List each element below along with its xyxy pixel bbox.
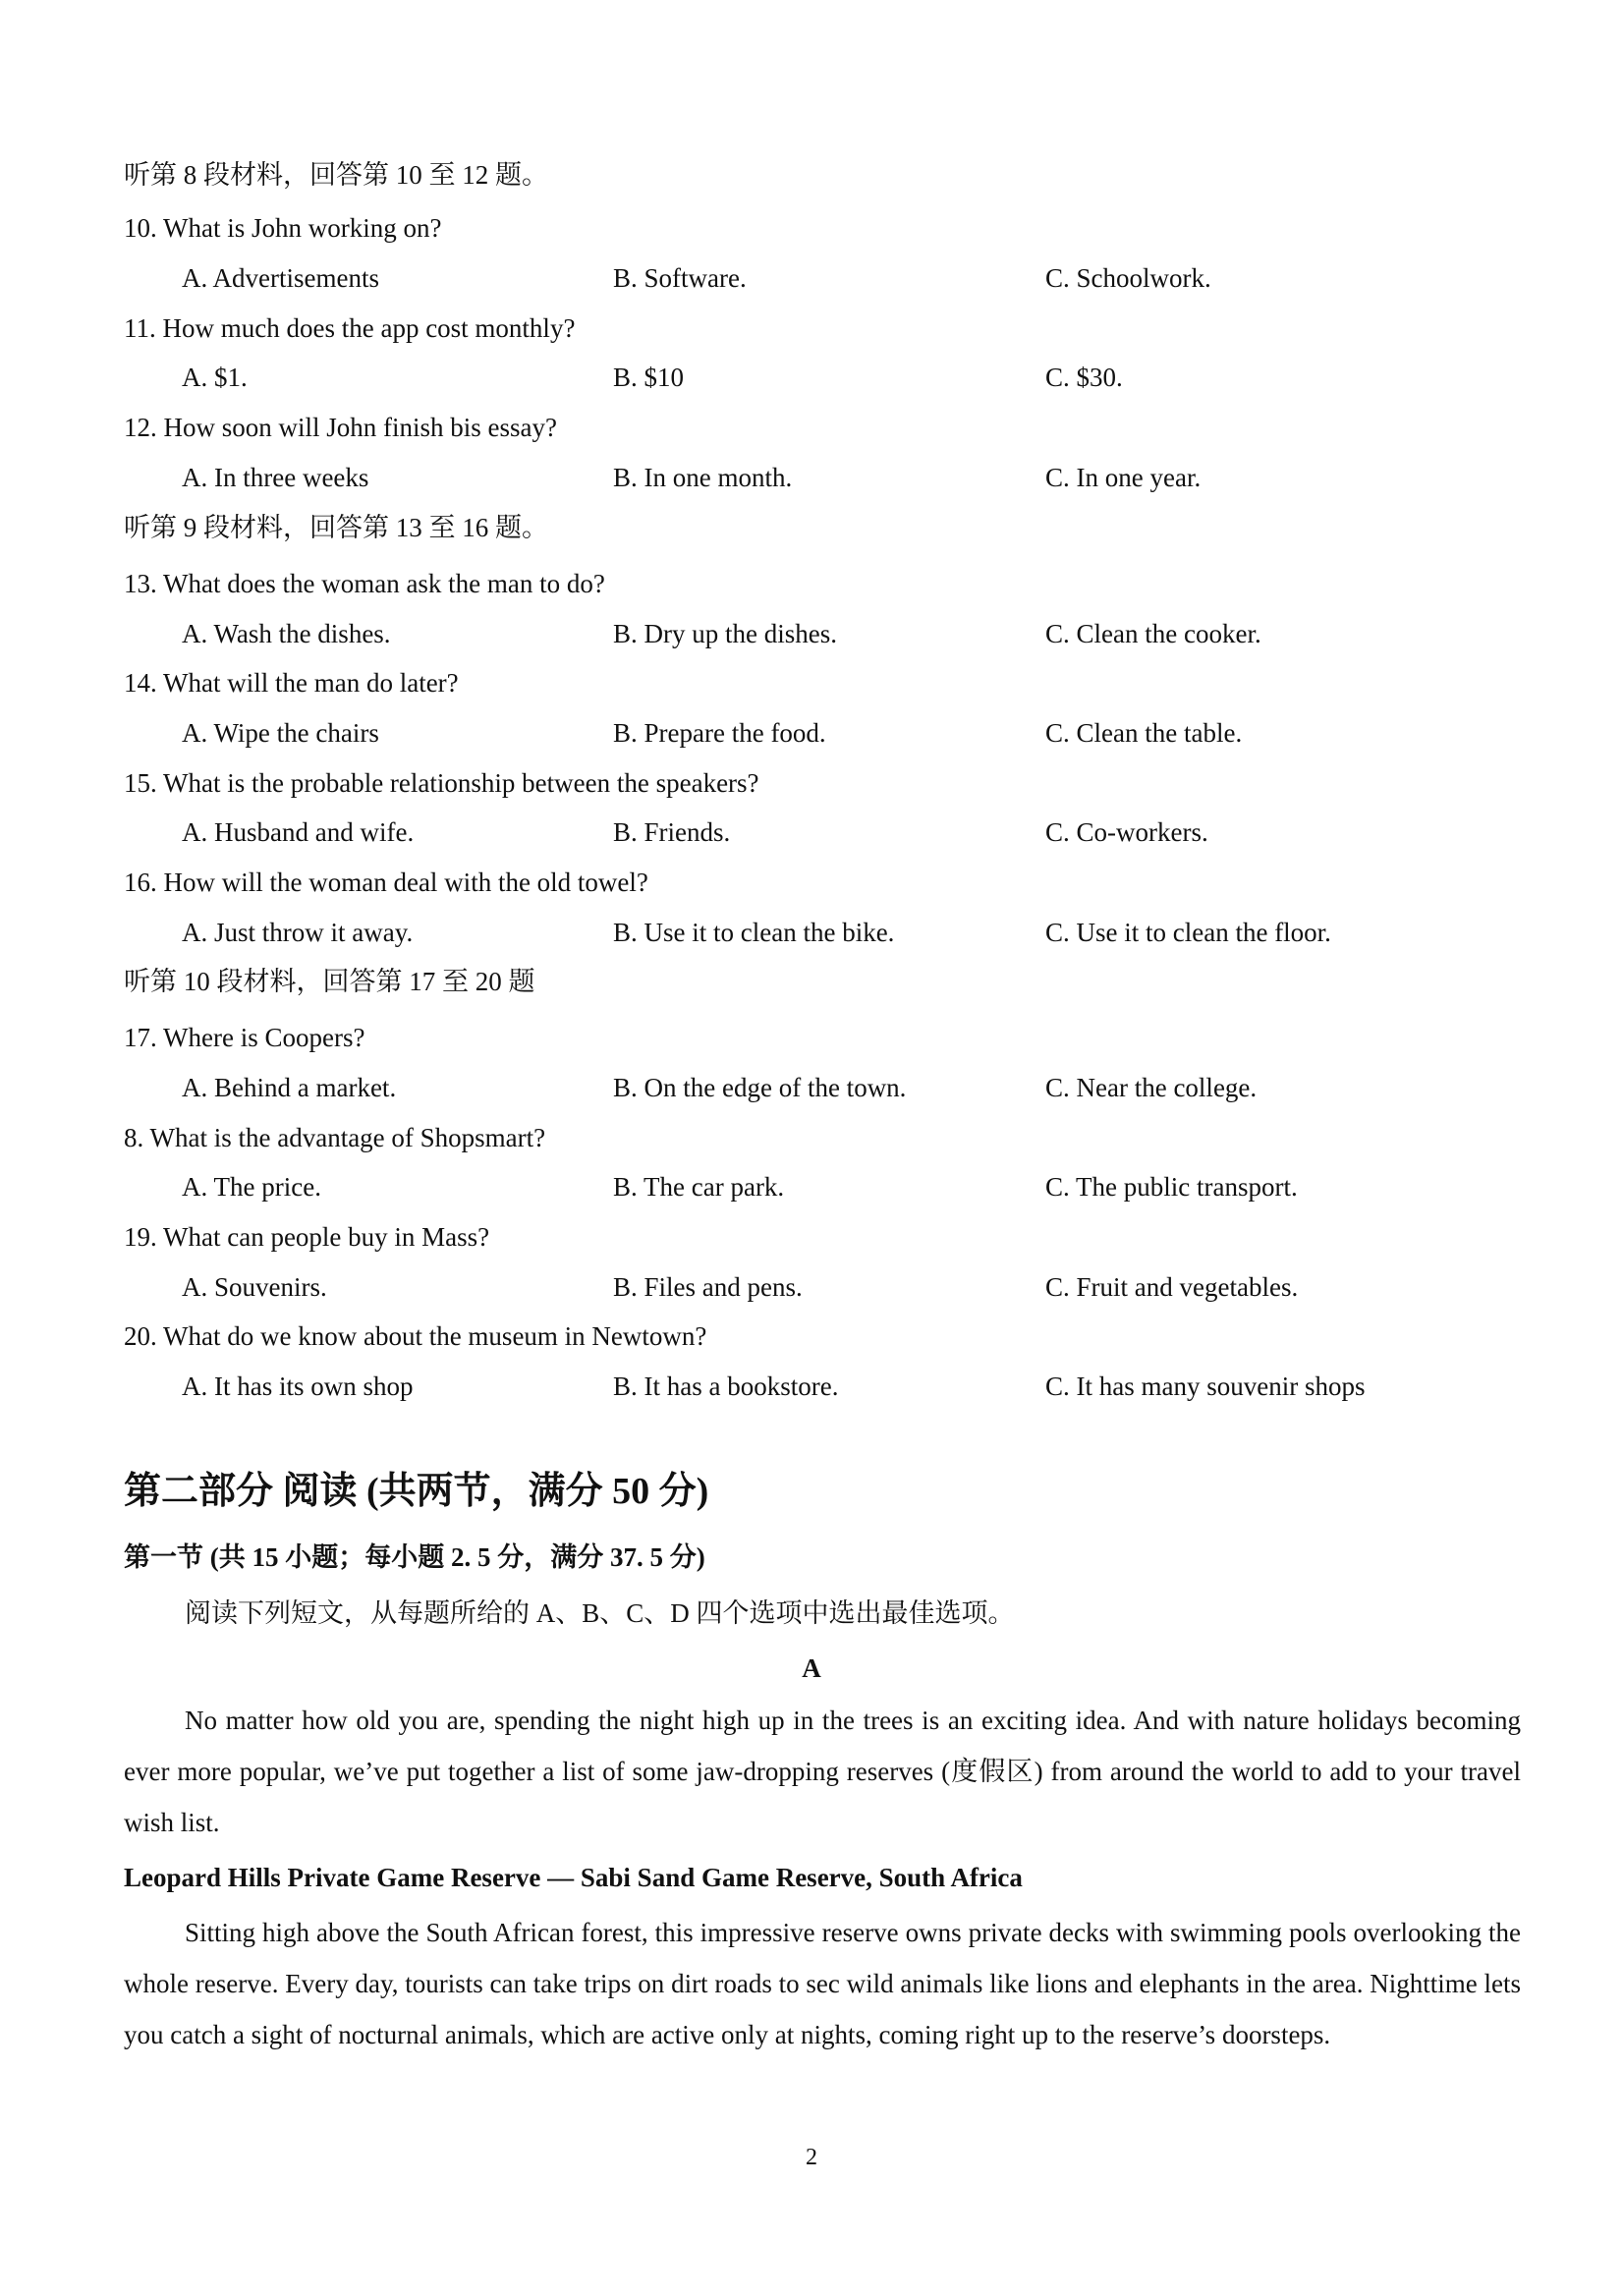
option-b: B. The car park. <box>613 1172 785 1202</box>
option-c: C. Co-workers. <box>1045 817 1208 847</box>
option-c: C. Clean the table. <box>1045 718 1243 748</box>
reserve-heading: Leopard Hills Private Game Reserve — Sabi Sand Game Reserve, South Africa <box>124 1863 1023 1892</box>
option-c: C. Schoolwork. <box>1045 263 1211 293</box>
question-13: 13. What does the woman ask the man to do? <box>124 569 605 598</box>
option-b: B. Software. <box>613 263 747 293</box>
question-15: 15. What is the probable relationship between the speakers? <box>124 768 759 798</box>
section-9-instruction: 听第 9 段材料，回答第 13 至 16 题。 <box>124 513 548 542</box>
option-a: A. Wash the dishes. <box>182 619 391 648</box>
option-b: B. Prepare the food. <box>613 718 826 748</box>
option-a: A. Souvenirs. <box>182 1272 327 1302</box>
option-a: A. Just throw it away. <box>182 918 414 947</box>
question-17: 17. Where is Coopers? <box>124 1023 365 1052</box>
option-a: A. In three weeks <box>182 463 369 492</box>
option-b: B. Files and pens. <box>613 1272 803 1302</box>
option-c: C. Fruit and vegetables. <box>1045 1272 1299 1302</box>
option-c: C. Clean the cooker. <box>1045 619 1261 648</box>
option-c: C. $30. <box>1045 363 1123 392</box>
option-b: B. It has a bookstore. <box>613 1372 839 1401</box>
option-a: A. Advertisements <box>182 263 379 293</box>
reading-instruction: 阅读下列短文，从每题所给的 A、B、C、D 四个选项中选出最佳选项。 <box>185 1598 1015 1628</box>
question-10: 10. What is John working on? <box>124 213 442 243</box>
question-12: 12. How soon will John finish bis essay? <box>124 413 557 442</box>
option-b: B. Dry up the dishes. <box>613 619 837 648</box>
page-number: 2 <box>806 2145 817 2170</box>
section-10-instruction: 听第 10 段材料，回答第 17 至 20 题 <box>124 967 535 996</box>
option-b: B. $10 <box>613 363 685 392</box>
option-a: A. Wipe the chairs <box>182 718 379 748</box>
option-a: A. Husband and wife. <box>182 817 415 847</box>
option-a: A. $1. <box>182 363 248 392</box>
option-b: B. Use it to clean the bike. <box>613 918 895 947</box>
option-c: C. Near the college. <box>1045 1073 1258 1102</box>
option-c: C. Use it to clean the floor. <box>1045 918 1331 947</box>
question-20: 20. What do we know about the museum in Newtown? <box>124 1321 707 1351</box>
passage-label: A <box>802 1653 821 1683</box>
section-one-heading: 第一节 (共 15 小题；每小题 2. 5 分，满分 37. 5 分) <box>124 1542 705 1572</box>
option-a: A. The price. <box>182 1172 321 1202</box>
passage-intro: No matter how old you are, spending the night high up in the trees is an exciting idea. And with nature holidays becoming ever more popular, we’ve put together a list of some jaw-dropping reserves (度假区) from around the world to add to your travel wish list. <box>124 1706 1521 1837</box>
section-8-instruction: 听第 8 段材料，回答第 10 至 12 题。 <box>124 160 548 190</box>
question-14: 14. What will the man do later? <box>124 668 459 698</box>
question-16: 16. How will the woman deal with the old towel? <box>124 868 648 897</box>
option-c: C. The public transport. <box>1045 1172 1298 1202</box>
part-two-title: 第二部分 阅读 (共两节，满分 50 分) <box>124 1471 709 1512</box>
option-b: B. In one month. <box>613 463 793 492</box>
option-b: B. Friends. <box>613 817 731 847</box>
question-18: 8. What is the advantage of Shopsmart? <box>124 1123 546 1152</box>
question-11: 11. How much does the app cost monthly? <box>124 313 576 343</box>
reserve-description: Sitting high above the South African forest, this impressive reserve owns private decks with swimming pools overlooking the whole reserve. Every day, tourists can take trips on dirt roads to sec wild animals like lions and elephants in the area. Nighttime lets you catch a sight of nocturnal animals, which are active only at nights, coming right up to the reserve’s doorsteps. <box>124 1918 1521 2049</box>
option-a: A. Behind a market. <box>182 1073 397 1102</box>
option-c: C. In one year. <box>1045 463 1202 492</box>
question-19: 19. What can people buy in Mass? <box>124 1222 490 1252</box>
option-a: A. It has its own shop <box>182 1372 414 1401</box>
option-c: C. It has many souvenir shops <box>1045 1372 1366 1401</box>
option-b: B. On the edge of the town. <box>613 1073 907 1102</box>
